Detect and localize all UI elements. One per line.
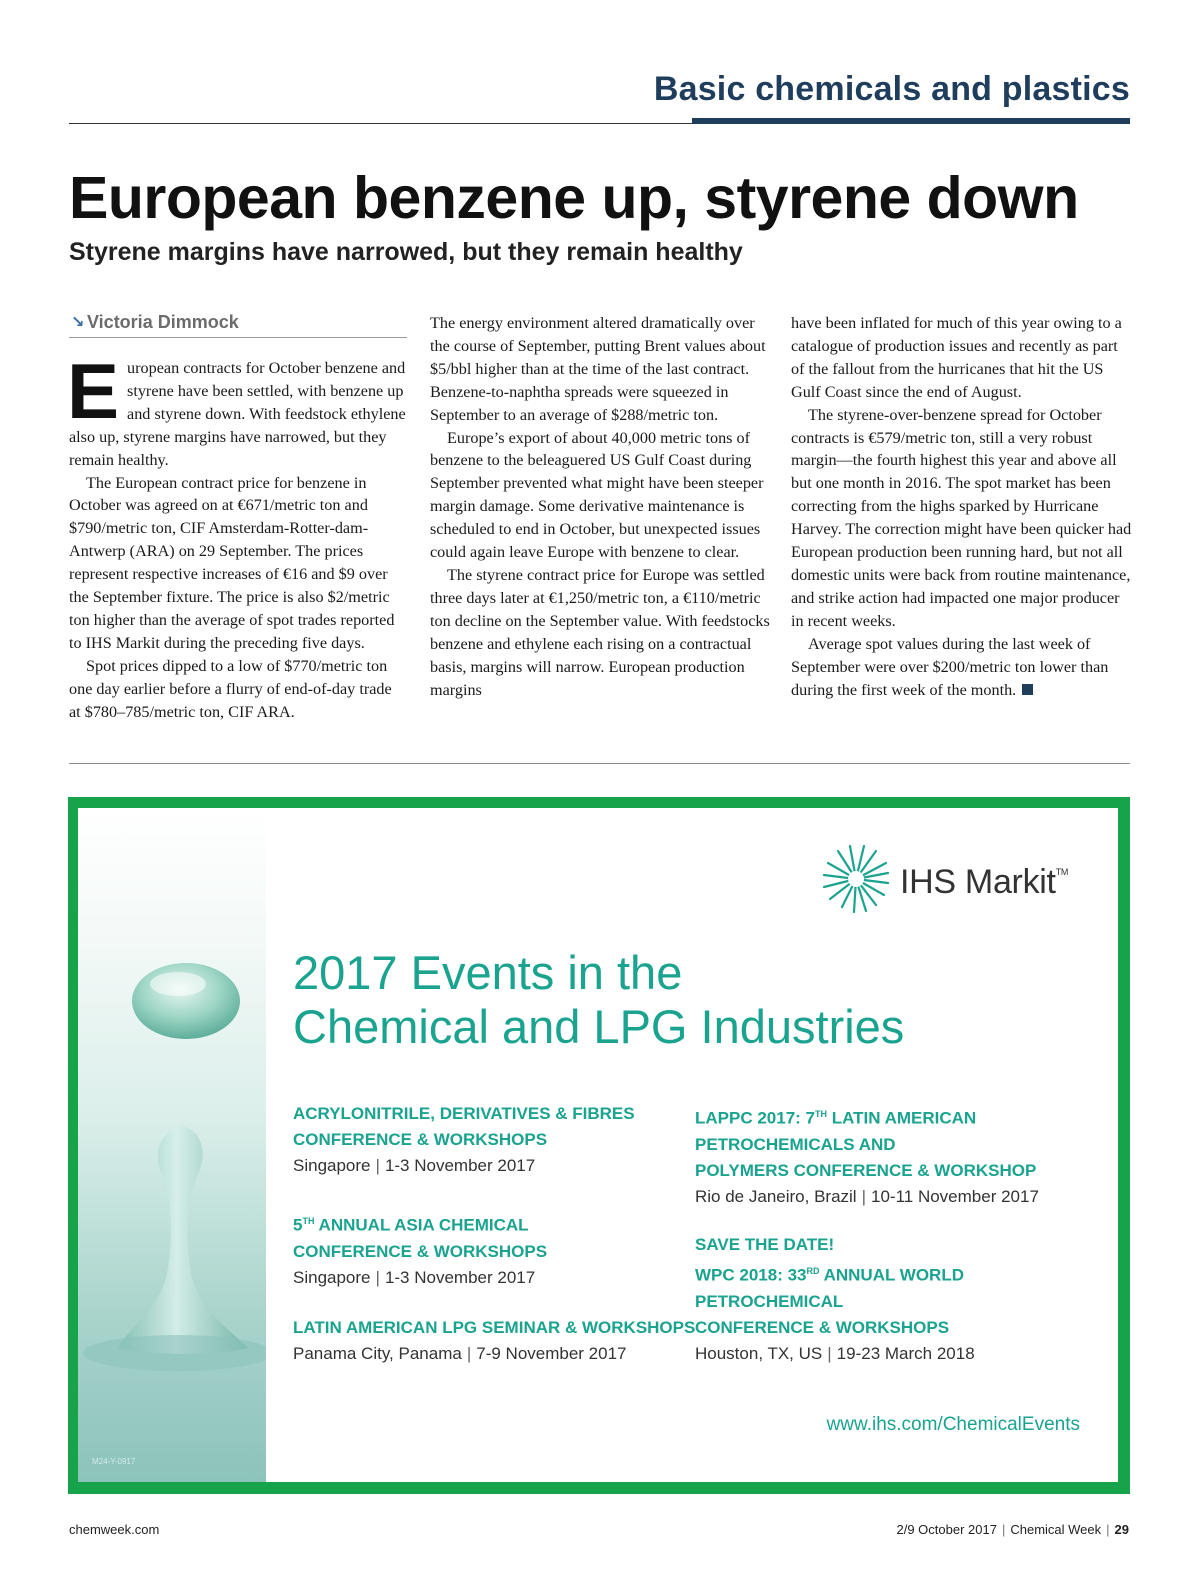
event-wpc-2018	[695, 1232, 1095, 1367]
ihs-markit-logo	[820, 843, 1080, 923]
paragraph: Spot prices dipped to a low of $770/metric ton one day earlier before a flurry of end-of-day trade at $780–785/metric ton, CIF ARA.	[69, 656, 392, 721]
events-url-link[interactable]: www.ihs.com/ChemicalEvents	[826, 1414, 1080, 1435]
event-details: Rio de Janeiro, Brazil | 10-11 November 2017	[695, 1186, 1039, 1206]
ihs-markit-wordmark: IHS Markit™	[900, 863, 1069, 901]
paragraph: The styrene-over-benzene spread for October contracts is €579/metric ton, still a very robust margin—the fourth highest this year and above all but one month in 2016. The spot market has been correcting from the highs sparked by Hurricane Harvey. The correction might have been quicker had European production been running hard, but not all domestic units were back from routine maintenance, and strike action had impacted one major producer in recent weeks.	[791, 405, 1132, 630]
event-name: POLYMERS CONFERENCE & WORKSHOP	[695, 1160, 1037, 1180]
event-name: CONFERENCE & WORKSHOPS	[695, 1317, 950, 1337]
paragraph: The styrene contract price for Europe was settled three days later at €1,250/metric ton, a €110/metric ton decline on the September value. With feedstocks benzene and ethylene each rising on a contractual basis, margins will narrow. European production margins	[430, 565, 770, 699]
event-details: Singapore | 1-3 November 2017	[293, 1267, 536, 1287]
article-column-1	[67, 347, 407, 724]
event-name: LATIN AMERICAN LPG SEMINAR & WORKSHOPS	[293, 1318, 696, 1337]
paragraph: Average spot values during the last week of September were over $200/metric ton lower than during the first week of the month.	[791, 634, 1109, 699]
header-accent-bar	[692, 118, 1130, 124]
event-asia-chemical	[293, 1208, 693, 1291]
paragraph: Europe’s export of about 40,000 metric tons of benzene to the beleaguered US Gulf Coast during September prevented what might have been steeper margin damage. Some derivative maintenance is scheduled to end in October, but unexpected issues could again leave Europe with benzene to clear.	[430, 428, 764, 562]
article-column-3	[791, 312, 1133, 701]
event-details: Houston, TX, US | 19-23 March 2018	[695, 1343, 975, 1363]
event-name: 5TH ANNUAL ASIA CHEMICAL	[293, 1215, 529, 1235]
byline	[69, 311, 407, 338]
event-name: LAPPC 2017: 7TH LATIN AMERICAN	[695, 1108, 977, 1128]
ad-title: 2017 Events in the Chemical and LPG Industries	[293, 946, 905, 1053]
event-lappc-2017	[695, 1101, 1095, 1210]
advertisement-panel	[78, 808, 1118, 1482]
event-name: WPC 2018: 33RD ANNUAL WORLD	[695, 1265, 964, 1285]
event-name: CONFERENCE & WORKSHOPS	[293, 1241, 548, 1261]
save-the-date-label: SAVE THE DATE!	[695, 1235, 835, 1254]
event-details: Singapore | 1-3 November 2017	[293, 1156, 536, 1175]
footer-website: chemweek.com	[69, 1522, 160, 1537]
event-name: PETROCHEMICAL	[695, 1291, 844, 1311]
footer-date: 2/9 October 2017	[896, 1522, 997, 1537]
ihs-markit-burst-icon	[820, 843, 892, 915]
advertisement	[68, 797, 1130, 1494]
event-details: Panama City, Panama | 7-9 November 2017	[293, 1344, 627, 1363]
section-header	[69, 60, 1130, 126]
article-subheadline: Styrene margins have narrowed, but they remain healthy	[69, 238, 743, 266]
ad-code: M24-Y-0917	[92, 1457, 136, 1466]
author-name: Victoria Dimmock	[87, 312, 239, 332]
event-acrylonitrile	[293, 1101, 693, 1179]
arrow-down-right-icon: ↘	[71, 314, 85, 331]
paragraph: The energy environment altered dramatically over the course of September, putting Brent values about $5/bbl higher than at the time of the last contract. Benzene-to-naphtha spreads were squeezed in September to an average of $288/metric ton.	[430, 314, 766, 424]
article-divider	[69, 763, 1130, 764]
footer-publication: Chemical Week	[1010, 1522, 1102, 1537]
event-name: PETROCHEMICALS AND	[695, 1134, 896, 1154]
water-drop-icon	[78, 808, 266, 1482]
water-drop-illustration	[78, 808, 266, 1482]
footer-issue-info: 2/9 October 2017 | Chemical Week | 29	[896, 1522, 1129, 1537]
end-of-article-icon	[1022, 684, 1033, 695]
article-column-2	[430, 312, 770, 701]
event-name: ACRYLONITRILE, DERIVATIVES & FIBRES	[293, 1104, 635, 1123]
drop-cap: E	[67, 347, 120, 435]
event-latin-american-lpg	[293, 1315, 713, 1367]
paragraph: European contracts for October benzene and styrene have been settled, with benzene up and styrene down. With feedstock ethylene also up, styrene margins have narrowed, but they remain healthy.	[67, 347, 406, 469]
page-number: 29	[1114, 1522, 1129, 1537]
article-headline: European benzene up, styrene down	[69, 165, 1079, 231]
section-title: Basic chemicals and plastics	[653, 70, 1130, 108]
paragraph: have been inflated for much of this year owing to a catalogue of production issues and recently as part of the fallout from the hurricanes that hit the US Gulf Coast since the end of August.	[791, 314, 1122, 401]
paragraph: The European contract price for benzene in October was agreed on at €671/metric ton and $790/metric ton, CIF Amsterdam-Rotter-dam-Antwerp (ARA) on 29 September. The prices represent respective increases of €16 and $9 over the September fixture. The price is also $2/metric ton higher than the average of spot trades reported to IHS Markit during the preceding five days.	[69, 473, 395, 652]
event-name: CONFERENCE & WORKSHOPS	[293, 1130, 548, 1149]
